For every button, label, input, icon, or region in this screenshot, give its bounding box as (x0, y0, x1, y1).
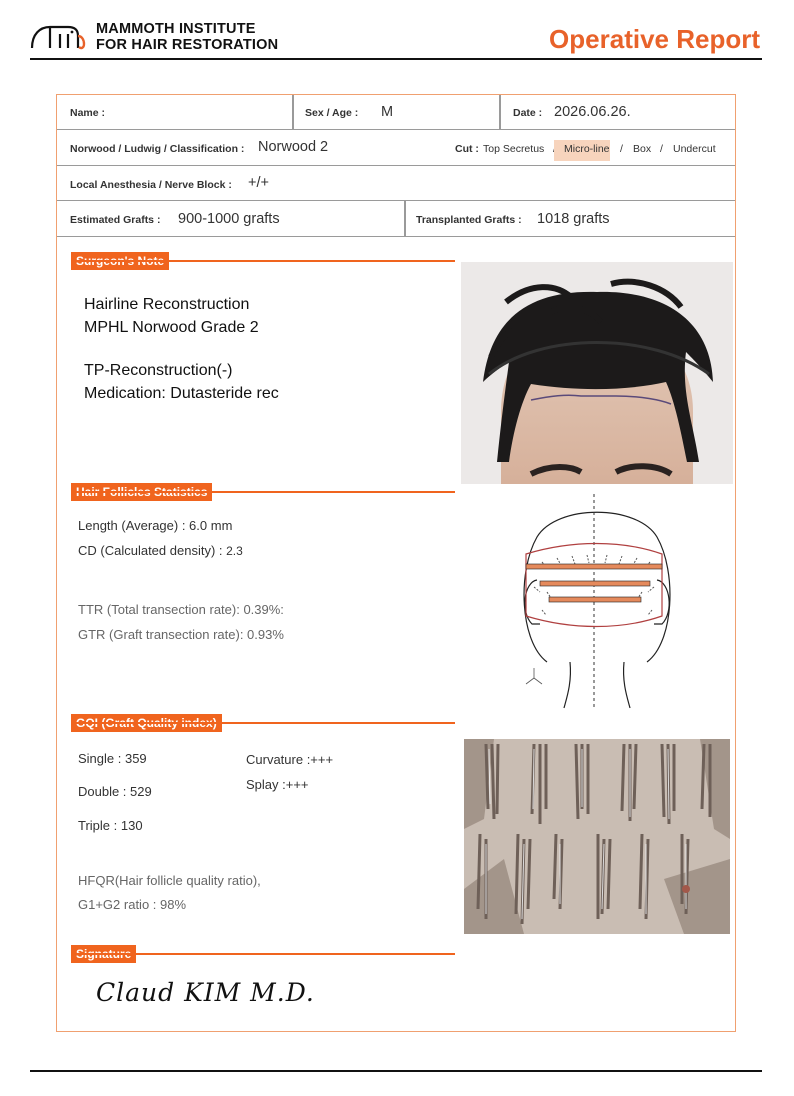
section-rule (71, 260, 455, 262)
name-label: Name : (70, 107, 106, 119)
logo-line-1: MAMMOTH INSTITUTE (96, 21, 256, 37)
classification-field[interactable]: Norwood 2 (258, 139, 329, 155)
anesthesia-label: Local Anesthesia / Nerve Block : (70, 179, 232, 191)
section-rule (71, 491, 455, 493)
donor-area-diagram (512, 492, 682, 712)
curvature-stat: Curvature :+++ (246, 752, 334, 767)
surgeon-note-text (84, 293, 279, 405)
cut-option-undercut[interactable]: Undercut (673, 143, 716, 155)
divider (292, 95, 294, 130)
date-label: Date : (513, 107, 543, 119)
ratio-stat: G1+G2 ratio : 98% (78, 897, 187, 912)
cd-stat (78, 543, 243, 558)
note-line: Medication: Dutasteride rec (84, 385, 279, 402)
date-field[interactable]: 2026.06.26. (554, 104, 631, 120)
hfqr-stat: HFQR(Hair follicle quality ratio), (78, 873, 261, 888)
splay-stat: Splay :+++ (246, 777, 309, 792)
cut-separator: / (620, 143, 623, 155)
sex-age-label: Sex / Age : (305, 107, 359, 119)
note-line: TP-Reconstruction(-) (84, 362, 233, 379)
note-line: Hairline Reconstruction (84, 296, 250, 313)
section-rule (71, 722, 455, 724)
triple-stat: Triple : 130 (78, 818, 143, 833)
anesthesia-field[interactable]: +/+ (248, 175, 269, 191)
logo-line-2: FOR HAIR RESTORATION (96, 37, 279, 53)
section-rule (71, 953, 455, 955)
cd-label: CD (Calculated density) : (78, 543, 227, 558)
patient-hairline-photo (461, 262, 733, 484)
note-line (84, 339, 279, 359)
cut-separator: / (660, 143, 663, 155)
graft-sample-photo (464, 739, 730, 934)
mammoth-logo-icon (30, 22, 90, 52)
transplanted-grafts-field[interactable]: 1018 grafts (537, 211, 610, 227)
logo-text (96, 21, 278, 53)
note-line: MPHL Norwood Grade 2 (84, 319, 259, 336)
classification-label: Norwood / Ludwig / Classification : (70, 143, 245, 155)
estimated-grafts-label: Estimated Grafts : (70, 214, 161, 226)
cut-option-micro-line[interactable]: Micro-line (564, 143, 610, 155)
cut-label: Cut : (455, 143, 479, 155)
double-stat: Double : 529 (78, 784, 152, 799)
sex-age-field[interactable]: M (381, 104, 394, 120)
gtr-stat: GTR (Graft transection rate): 0.93% (78, 627, 284, 642)
cut-option-top-secretus[interactable]: Top Secretus (483, 143, 545, 155)
divider (499, 95, 501, 130)
single-stat: Single : 359 (78, 751, 147, 766)
footer-rule (30, 1070, 762, 1072)
header-rule (30, 58, 762, 60)
cd-value: 2.3 (226, 544, 243, 558)
ttr-stat: TTR (Total transection rate): 0.39%: (78, 602, 284, 617)
divider (404, 201, 406, 236)
estimated-grafts-field[interactable]: 900-1000 grafts (178, 211, 280, 227)
length-stat: Length (Average) : 6.0 mm (78, 518, 233, 533)
signature-image: Claud KIM M.D. (96, 978, 315, 1007)
row-name (57, 94, 735, 130)
report-title: Operative Report (549, 24, 760, 54)
transplanted-grafts-label: Transplanted Grafts : (416, 214, 522, 226)
cut-option-box[interactable]: Box (633, 143, 652, 155)
